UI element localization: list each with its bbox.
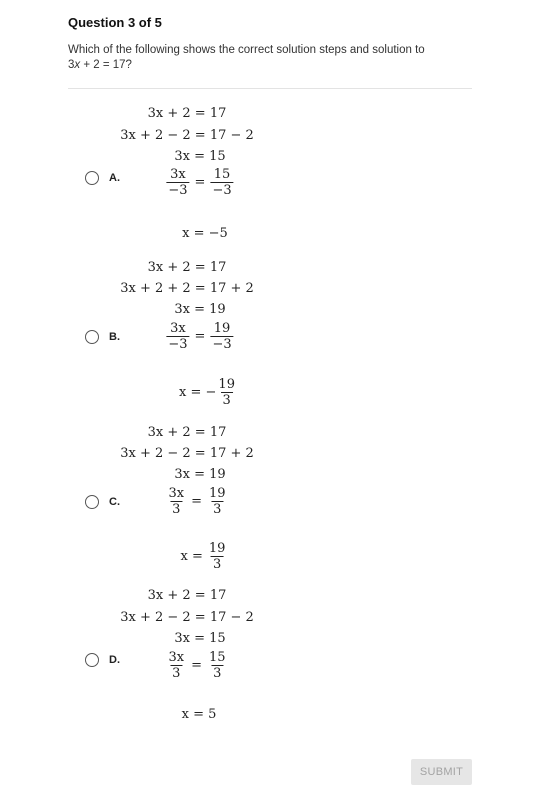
frac-numerator: 19 bbox=[218, 377, 235, 392]
question-prompt bbox=[68, 43, 468, 73]
option-b-answer-prefix: x = − bbox=[179, 385, 217, 400]
option-b-step-2: 3x + 2 + 2 = 17 + 2 bbox=[120, 281, 254, 296]
option-c-frac-right bbox=[207, 486, 228, 517]
question-title: Question 3 of 5 bbox=[68, 15, 162, 30]
frac-numerator: 3x bbox=[170, 167, 186, 182]
option-d-step-3: 3x = 15 bbox=[174, 631, 226, 646]
prompt-equation-rest: + 2 = 17? bbox=[80, 59, 132, 71]
option-d-frac-right bbox=[207, 650, 228, 681]
equals-sign: = bbox=[194, 329, 206, 344]
option-d-answer: x = 5 bbox=[181, 707, 217, 722]
frac-denominator: −3 bbox=[168, 337, 188, 352]
frac-denominator: 3 bbox=[172, 666, 181, 681]
option-b-fraction-step bbox=[166, 321, 233, 352]
frac-numerator: 19 bbox=[208, 541, 226, 556]
option-c-letter: C. bbox=[109, 496, 120, 508]
option-b-frac-left bbox=[166, 321, 189, 352]
frac-numerator: 15 bbox=[208, 650, 226, 665]
frac-numerator: 3x bbox=[170, 321, 186, 336]
option-a-fraction-step bbox=[166, 167, 233, 198]
frac-denominator: −3 bbox=[212, 337, 232, 352]
option-b-answer bbox=[179, 377, 237, 408]
option-b-step-1: 3x + 2 = 17 bbox=[147, 260, 227, 275]
option-d-step-1: 3x + 2 = 17 bbox=[147, 588, 227, 603]
option-a-letter: A. bbox=[109, 172, 120, 184]
frac-numerator: 19 bbox=[213, 321, 231, 336]
frac-numerator: 3x bbox=[168, 650, 185, 665]
option-c-step-3: 3x = 19 bbox=[174, 467, 226, 482]
option-c-frac-left bbox=[166, 486, 186, 517]
option-c-answer bbox=[181, 541, 228, 572]
option-a-answer: x = −5 bbox=[182, 226, 228, 241]
option-b-frac-right bbox=[210, 321, 233, 352]
prompt-coefficient: 3 bbox=[68, 59, 75, 71]
frac-numerator: 3x bbox=[168, 486, 185, 501]
option-a-step-2: 3x + 2 − 2 = 17 − 2 bbox=[120, 128, 254, 143]
option-a-frac-left bbox=[166, 167, 189, 198]
option-d-fraction-step bbox=[166, 650, 227, 681]
frac-denominator: −3 bbox=[168, 183, 188, 198]
frac-denominator: −3 bbox=[212, 183, 232, 198]
frac-numerator: 19 bbox=[208, 486, 226, 501]
frac-denominator: 3 bbox=[213, 557, 222, 572]
frac-denominator: 3 bbox=[172, 502, 181, 517]
option-d-frac-left bbox=[166, 650, 186, 681]
option-c-answer-prefix: x = bbox=[180, 549, 203, 564]
frac-numerator: 15 bbox=[213, 167, 231, 182]
option-c-fraction-step bbox=[166, 486, 227, 517]
frac-denominator: 3 bbox=[213, 666, 222, 681]
option-c-radio[interactable] bbox=[85, 495, 99, 509]
option-b-answer-frac bbox=[216, 377, 237, 408]
submit-button[interactable]: SUBMIT bbox=[411, 759, 472, 785]
option-c-step-2: 3x + 2 − 2 = 17 + 2 bbox=[120, 446, 254, 461]
equals-sign: = bbox=[191, 658, 202, 673]
prompt-line-1: Which of the following shows the correct solution steps and solution to bbox=[68, 44, 425, 56]
option-a-step-3: 3x = 15 bbox=[174, 149, 226, 164]
option-c-answer-frac bbox=[207, 541, 228, 572]
option-d-radio[interactable] bbox=[85, 653, 99, 667]
option-a-radio[interactable] bbox=[85, 171, 99, 185]
option-a-frac-right bbox=[210, 167, 233, 198]
frac-denominator: 3 bbox=[213, 502, 222, 517]
option-b-step-3: 3x = 19 bbox=[174, 302, 226, 317]
option-b-radio[interactable] bbox=[85, 330, 99, 344]
prompt-variable: x bbox=[74, 59, 81, 71]
divider bbox=[68, 88, 472, 89]
option-b-letter: B. bbox=[109, 331, 120, 343]
frac-denominator: 3 bbox=[222, 393, 231, 408]
option-a-step-1: 3x + 2 = 17 bbox=[147, 106, 227, 121]
option-c-step-1: 3x + 2 = 17 bbox=[147, 425, 227, 440]
option-d-letter: D. bbox=[109, 654, 120, 666]
equals-sign: = bbox=[194, 175, 206, 190]
equals-sign: = bbox=[191, 494, 202, 509]
option-d-step-2: 3x + 2 − 2 = 17 − 2 bbox=[120, 610, 254, 625]
